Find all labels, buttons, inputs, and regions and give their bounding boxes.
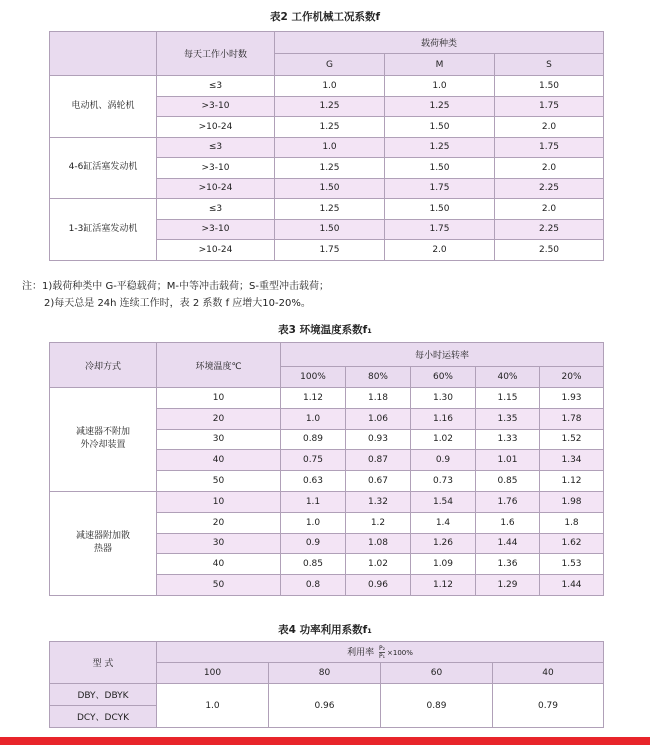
group-label: 1-3缸活塞发动机 — [50, 199, 157, 261]
fraction-denominator: P₁ — [378, 652, 386, 660]
value-cell: 2.0 — [385, 240, 495, 261]
temperature-cell: 20 — [157, 512, 281, 533]
cooling-method-label: 减速器不附加 外冷却装置 — [50, 388, 157, 492]
value-cell: 1.0 — [275, 76, 385, 97]
temperature-cell: 40 — [157, 450, 281, 471]
value-cell: 1.25 — [385, 137, 495, 158]
value-cell: 1.33 — [476, 429, 540, 450]
table3-temp-header: 环境温度℃ — [157, 343, 281, 388]
bottom-accent-bar — [0, 737, 650, 745]
value-cell: 1.6 — [476, 512, 540, 533]
value-cell: 0.96 — [346, 575, 411, 596]
value-cell: 1.44 — [540, 575, 604, 596]
model-cell: DBY、DBYK — [50, 684, 157, 706]
temperature-cell: 20 — [157, 408, 281, 429]
value-cell: 1.0 — [281, 408, 346, 429]
value-cell: 0.87 — [346, 450, 411, 471]
value-cell: 1.0 — [275, 137, 385, 158]
value-cell: 0.85 — [476, 471, 540, 492]
rate-header: 60% — [411, 367, 476, 388]
value-cell: 1.50 — [275, 219, 385, 240]
value-cell: 0.63 — [281, 471, 346, 492]
table2-caption: 表2 工作机械工况系数f — [269, 11, 381, 23]
rate-header: 100% — [281, 367, 346, 388]
value-cell: 2.50 — [495, 240, 604, 261]
table3-cooling-header: 冷却方式 — [50, 343, 157, 388]
value-cell: 1.44 — [476, 533, 540, 554]
table2-load-type-m: M — [385, 54, 495, 76]
rate-header: 20% — [540, 367, 604, 388]
value-cell: 0.79 — [493, 684, 604, 728]
model-cell: DCY、DCYK — [50, 706, 157, 728]
util-label: 利用率 — [347, 647, 375, 658]
temperature-cell: 50 — [157, 471, 281, 492]
temperature-cell: 10 — [157, 388, 281, 409]
rate-header: 80% — [346, 367, 411, 388]
value-cell: 0.89 — [381, 684, 493, 728]
value-cell: 1.50 — [385, 158, 495, 179]
value-cell: 1.02 — [411, 429, 476, 450]
note-line-2: 2)每天总是 24h 连续工作时，表 2 系数 f 应增大10-20%。 — [44, 298, 311, 309]
value-cell: 0.9 — [281, 533, 346, 554]
value-cell: 1.50 — [385, 117, 495, 138]
value-cell: 1.52 — [540, 429, 604, 450]
value-cell: 1.62 — [540, 533, 604, 554]
table4-utilization-header — [157, 642, 604, 663]
cooling-method-label: 减速器附加散热器 — [50, 491, 157, 595]
temperature-cell: 50 — [157, 575, 281, 596]
hours-cell: >3-10 — [157, 158, 275, 179]
power-ratio-fraction — [379, 645, 385, 660]
value-cell: 1.25 — [275, 96, 385, 117]
temperature-cell: 10 — [157, 491, 281, 512]
value-cell: 2.0 — [495, 158, 604, 179]
value-cell: 0.8 — [281, 575, 346, 596]
hours-cell: >10-24 — [157, 178, 275, 199]
value-cell: 1.98 — [540, 491, 604, 512]
value-cell: 0.96 — [269, 684, 381, 728]
value-cell: 1.18 — [346, 388, 411, 409]
hours-cell: >3-10 — [157, 219, 275, 240]
table2-corner-cell — [50, 32, 157, 76]
value-cell: 2.25 — [495, 219, 604, 240]
value-cell: 1.34 — [540, 450, 604, 471]
value-cell: 1.76 — [476, 491, 540, 512]
hours-cell: ≤3 — [157, 137, 275, 158]
value-cell: 1.25 — [385, 96, 495, 117]
table2-notes — [22, 278, 329, 312]
value-cell: 1.32 — [346, 491, 411, 512]
value-cell: 1.12 — [411, 575, 476, 596]
value-cell: 2.25 — [495, 178, 604, 199]
note-line-1: 注：1)载荷种类中 G-平稳载荷；M-中等冲击载荷；S-重型冲击载荷； — [22, 281, 329, 292]
table-row — [50, 137, 604, 158]
temperature-cell: 40 — [157, 554, 281, 575]
table-row — [50, 491, 604, 512]
util-suffix: ×100% — [387, 648, 413, 657]
hours-cell: >10-24 — [157, 117, 275, 138]
value-cell: 1.16 — [411, 408, 476, 429]
table2-load-type-g: G — [275, 54, 385, 76]
value-cell: 1.75 — [495, 96, 604, 117]
value-cell: 1.0 — [385, 76, 495, 97]
fraction-numerator: P₂ — [378, 644, 386, 652]
value-cell: 1.8 — [540, 512, 604, 533]
value-cell: 0.73 — [411, 471, 476, 492]
table-row — [50, 388, 604, 409]
value-cell: 1.09 — [411, 554, 476, 575]
hours-cell: >3-10 — [157, 96, 275, 117]
utilization-column: 100 — [157, 663, 269, 684]
value-cell: 1.0 — [157, 684, 269, 728]
hours-cell: ≤3 — [157, 76, 275, 97]
value-cell: 2.0 — [495, 117, 604, 138]
table2-work-condition-factor — [49, 31, 604, 261]
value-cell: 1.75 — [385, 219, 495, 240]
value-cell: 0.93 — [346, 429, 411, 450]
table2-load-header: 载荷种类 — [275, 32, 604, 54]
temperature-cell: 30 — [157, 429, 281, 450]
table3-rate-header: 每小时运转率 — [281, 343, 604, 367]
value-cell: 0.89 — [281, 429, 346, 450]
table2-hours-header: 每天工作小时数 — [157, 32, 275, 76]
value-cell: 1.75 — [495, 137, 604, 158]
value-cell: 1.36 — [476, 554, 540, 575]
value-cell: 1.50 — [275, 178, 385, 199]
utilization-column: 40 — [493, 663, 604, 684]
value-cell: 1.02 — [346, 554, 411, 575]
value-cell: 1.29 — [476, 575, 540, 596]
value-cell: 1.25 — [275, 117, 385, 138]
hours-cell: ≤3 — [157, 199, 275, 220]
table4-power-utilization-factor — [49, 641, 604, 728]
table3-caption: 表3 环境温度系数f₁ — [278, 324, 372, 336]
value-cell: 1.25 — [275, 158, 385, 179]
value-cell: 1.93 — [540, 388, 604, 409]
table2-load-type-s: S — [495, 54, 604, 76]
rate-header: 40% — [476, 367, 540, 388]
value-cell: 1.30 — [411, 388, 476, 409]
value-cell: 1.12 — [540, 471, 604, 492]
value-cell: 0.9 — [411, 450, 476, 471]
value-cell: 0.75 — [281, 450, 346, 471]
value-cell: 1.15 — [476, 388, 540, 409]
group-label: 4-6缸活塞发动机 — [50, 137, 157, 199]
value-cell: 1.25 — [275, 199, 385, 220]
value-cell: 1.26 — [411, 533, 476, 554]
temperature-cell: 30 — [157, 533, 281, 554]
value-cell: 1.50 — [385, 199, 495, 220]
value-cell: 1.50 — [495, 76, 604, 97]
table3-ambient-temperature-factor — [49, 342, 604, 596]
value-cell: 1.08 — [346, 533, 411, 554]
value-cell: 1.54 — [411, 491, 476, 512]
table-row — [50, 199, 604, 220]
table4-caption: 表4 功率利用系数f₁ — [278, 624, 372, 636]
value-cell: 1.78 — [540, 408, 604, 429]
value-cell: 1.2 — [346, 512, 411, 533]
utilization-column: 80 — [269, 663, 381, 684]
value-cell: 1.53 — [540, 554, 604, 575]
value-cell: 1.1 — [281, 491, 346, 512]
table-row — [50, 76, 604, 97]
value-cell: 1.01 — [476, 450, 540, 471]
value-cell: 1.35 — [476, 408, 540, 429]
value-cell: 1.75 — [385, 178, 495, 199]
hours-cell: >10-24 — [157, 240, 275, 261]
value-cell: 2.0 — [495, 199, 604, 220]
value-cell: 1.06 — [346, 408, 411, 429]
value-cell: 1.4 — [411, 512, 476, 533]
value-cell: 1.12 — [281, 388, 346, 409]
value-cell: 1.75 — [275, 240, 385, 261]
value-cell: 0.67 — [346, 471, 411, 492]
group-label: 电动机、涡轮机 — [50, 76, 157, 138]
utilization-column: 60 — [381, 663, 493, 684]
table4-model-header: 型 式 — [50, 642, 157, 684]
value-cell: 0.85 — [281, 554, 346, 575]
table-row — [50, 684, 604, 706]
value-cell: 1.0 — [281, 512, 346, 533]
